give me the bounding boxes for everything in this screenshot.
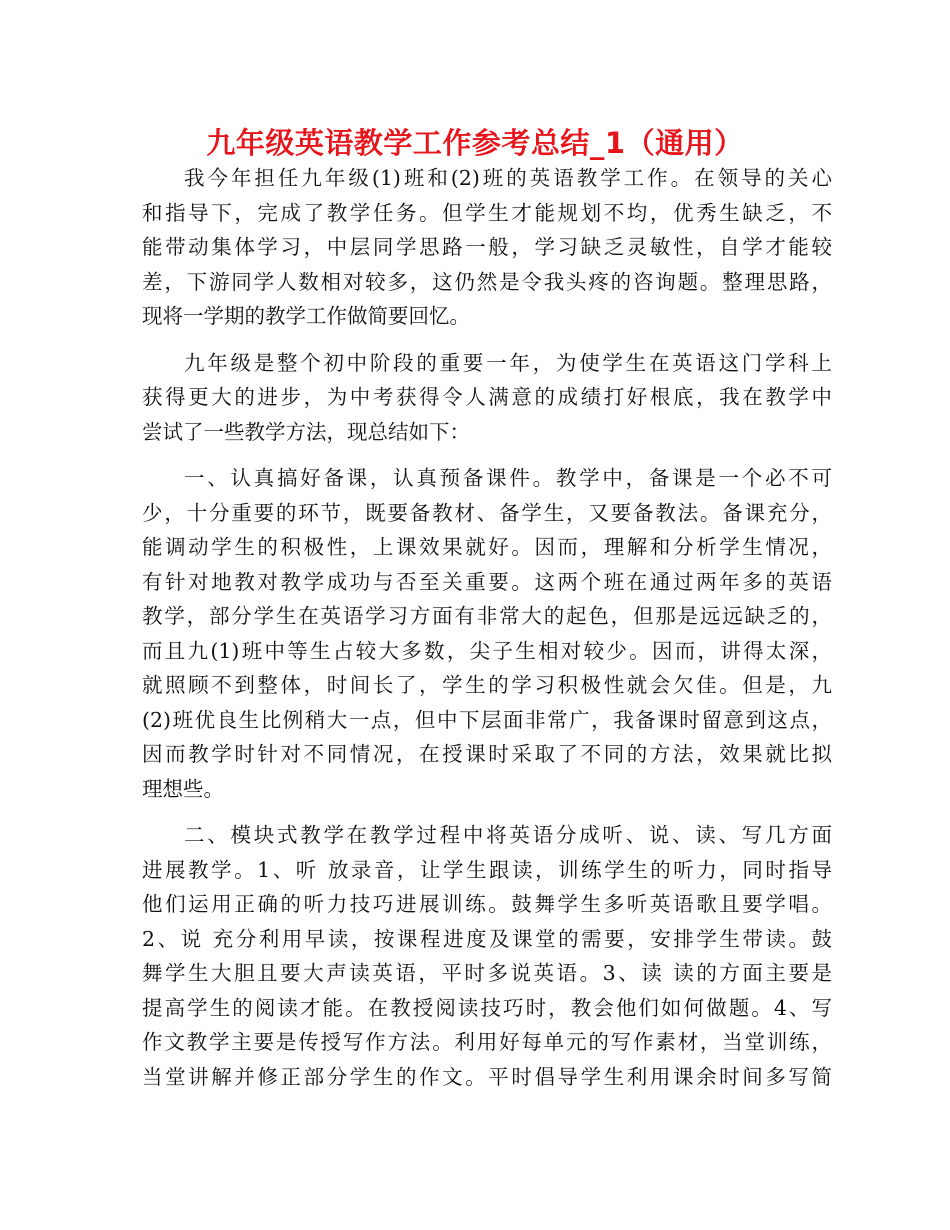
text-line: 进展教学。1、听 放录音，让学生跟读，训练学生的听力，同时指导 [142, 857, 832, 882]
text-line: 一、认真搞好备课，认真预备课件。教学中，备课是一个必不可 [184, 466, 832, 490]
text-line: 我今年担任九年级(1)班和(2)班的英语教学工作。在领导的关心 [184, 166, 832, 190]
text-line: 尝试了一些教学方法，现总结如下： [142, 419, 470, 444]
text-line: 舞学生大胆且要大声读英语，平时多说英语。3、读 读的方面主要是 [142, 961, 832, 985]
text-line: 就照顾不到整体，时间长了，学生的学习积极性就会欠佳。但是，九 [142, 673, 832, 697]
text-line: 获得更大的进步，为中考获得令人满意的成绩打好根底，我在教学中 [142, 385, 832, 409]
text-line: 而且九(1)班中等生占较大多数，尖子生相对较少。因而，讲得太深， [142, 638, 832, 663]
text-line: 教学，部分学生在英语学习方面有非常大的起色，但那是远远缺乏的， [142, 604, 832, 628]
text-line: 提高学生的阅读才能。在教授阅读技巧时，教会他们如何做题。4、写 [142, 995, 832, 1020]
text-line: 因而教学时针对不同情况，在授课时采取了不同的方法，效果就比拟 [142, 742, 832, 766]
text-line: 当堂讲解并修正部分学生的作文。平时倡导学生利用课余时间多写简 [142, 1064, 832, 1089]
document-title: 九年级英语教学工作参考总结_1（通用） [206, 126, 744, 160]
text-line: 2、说 充分利用早读，按课程进度及课堂的需要，安排学生带读。鼓 [142, 926, 832, 951]
text-line: 少，十分重要的环节，既要备教材、备学生，又要备教法。备课充分， [142, 500, 832, 525]
paragraph-2 [142, 346, 832, 450]
document-body [142, 161, 832, 1094]
paragraph-4 [142, 818, 832, 1094]
paragraph-1 [142, 161, 832, 334]
text-line: 二、模块式教学在教学过程中将英语分成听、说、读、写几方面 [184, 823, 832, 847]
paragraph-3 [142, 461, 832, 806]
text-line: 理想些。 [142, 776, 224, 801]
text-line: 他们运用正确的听力技巧进展训练。鼓舞学生多听英语歌且要学唱。 [142, 892, 832, 916]
text-line: 能带动集体学习，中层同学思路一般，学习缺乏灵敏性，自学才能较 [142, 235, 832, 259]
text-line: 和指导下，完成了教学任务。但学生才能规划不均，优秀生缺乏，不 [142, 200, 832, 225]
text-line: 有针对地教对教学成功与否至关重要。这两个班在通过两年多的英语 [142, 569, 832, 594]
text-line: 差，下游同学人数相对较多，这仍然是令我头疼的咨询题。整理思路， [142, 269, 832, 294]
text-line: 现将一学期的教学工作做简要回忆。 [142, 304, 470, 328]
text-line: 九年级是整个初中阶段的重要一年，为使学生在英语这门学科上 [184, 350, 832, 375]
text-line: (2)班优良生比例稍大一点，但中下层面非常广，我备课时留意到这点， [142, 707, 832, 732]
text-line: 作文教学主要是传授写作方法。利用好每单元的写作素材，当堂训练， [142, 1030, 832, 1054]
text-line: 能调动学生的积极性，上课效果就好。因而，理解和分析学生情况， [142, 535, 832, 559]
